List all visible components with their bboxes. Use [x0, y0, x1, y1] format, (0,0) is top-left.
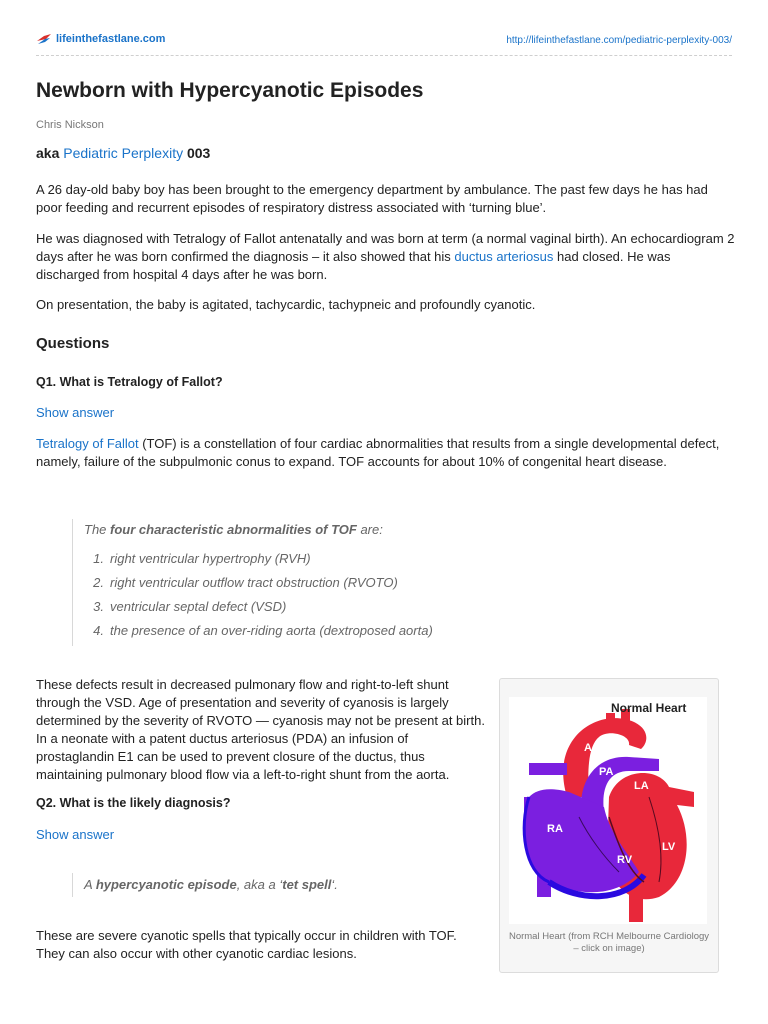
heart-title: Normal Heart: [611, 701, 687, 715]
site-logo-icon: [36, 33, 52, 45]
label-la: LA: [634, 780, 649, 792]
quote-e: ‘.: [331, 877, 338, 892]
site-name[interactable]: lifeinthefastlane.com: [56, 33, 166, 45]
page-header: [36, 32, 732, 54]
normal-heart-image[interactable]: [509, 697, 707, 924]
intro-paragraph-3: On presentation, the baby is agitated, tachycardic, tachypneic and profoundly cyanotic.: [36, 297, 536, 312]
list-item: 4. the presence of an over-riding aorta (dextroposed aorta): [93, 623, 433, 638]
tetralogy-of-fallot-link[interactable]: Tetralogy of Fallot: [36, 436, 139, 451]
quote-bold: four characteristic abnormalities of TOF: [110, 522, 357, 537]
q1-show-answer-link[interactable]: Show answer: [36, 405, 115, 420]
article-author: Chris Nickson: [36, 119, 104, 131]
label-rv: RV: [617, 854, 633, 866]
q1-question: Q1. What is Tetralogy of Fallot?: [36, 375, 223, 389]
site-link[interactable]: [36, 33, 165, 45]
label-lv: LV: [662, 841, 676, 853]
intro-p2-text-a: He was diagnosed with Tetralogy of Fallot antenatally and was born at term (a normal vaginal birth). An echocardiogram 2 days after he was born confirmed the diagnosis – it also showed that his: [36, 231, 735, 264]
q2-question: Q2. What is the likely diagnosis?: [36, 796, 231, 810]
article-title: Newborn with Hypercyanotic Episodes: [36, 79, 424, 102]
quote-intro: [84, 519, 433, 541]
quote-c: , aka a ‘: [236, 877, 283, 892]
quote-post: are:: [356, 522, 383, 537]
tof-abnormalities-list: [84, 547, 433, 643]
intro-p2-text-b: had closed. He was discharged from hospital 4 days after he was born.: [36, 249, 671, 282]
ductus-arteriosus-link[interactable]: ductus arteriosus: [454, 249, 554, 264]
q2-after-paragraph: These are severe cyanotic spells that typically occur in children with TOF. They can also occur with other cyanotic cardiac lesions.: [36, 928, 457, 961]
q1-answer-paragraph: [36, 435, 736, 471]
quote-d: tet spell: [282, 877, 332, 892]
list-item: 3. ventricular septal defect (VSD): [93, 599, 287, 614]
label-pa: PA: [599, 766, 614, 778]
aka-suffix: 003: [186, 145, 211, 161]
intro-paragraph-2: [36, 230, 736, 284]
pediatric-perplexity-link[interactable]: Pediatric Perplexity: [63, 145, 184, 161]
figure-caption: Normal Heart (from RCH Melbourne Cardiology – click on image): [508, 931, 710, 954]
heart-diagram: [509, 697, 707, 924]
q1-after-paragraph: These defects result in decreased pulmonary flow and right-to-left shunt through the VSD. Age of presentation and severity of cyanosis is largely determined by the severity of RVOTO — cyanosis may not be present at birth. In a neonate with a patent ductus arteriosus (PDA) an infusion of prostaglandin E1 can be used to prevent closure of the ductus, thus maintaining pulmonary blood flow via a left-to-right shunt from the aorta.: [36, 677, 485, 782]
quote-a: A: [84, 877, 96, 892]
aka-line: [36, 145, 210, 161]
label-ao: Ao: [584, 742, 599, 754]
page-url[interactable]: http://lifeinthefastlane.com/pediatric-perplexity-003/: [506, 35, 732, 46]
list-item: 1. right ventricular hypertrophy (RVH): [93, 551, 311, 566]
header-divider: [36, 55, 732, 56]
aka-prefix: aka: [36, 145, 60, 161]
label-ra: RA: [547, 823, 563, 835]
diagnosis-quote: [72, 873, 338, 897]
intro-paragraph-1: A 26 day-old baby boy has been brought to the emergency department by ambulance. The past few days he has had poor feeding and recurrent episodes of respiratory distress associated with ‘turning blue’.: [36, 182, 708, 215]
q2-show-answer-link[interactable]: Show answer: [36, 827, 115, 842]
quote-b: hypercyanotic episode: [95, 877, 237, 892]
normal-heart-figure: [499, 678, 719, 973]
list-item: 2. right ventricular outflow tract obstruction (RVOTO): [93, 575, 398, 590]
tof-abnormalities-quote: [72, 519, 433, 646]
q1-answer-text: (TOF) is a constellation of four cardiac abnormalities that results from a single developmental defect, namely, failure of the subpulmonic conus to expand. TOF accounts for about 10% of congenital heart disease.: [36, 436, 720, 469]
questions-heading: Questions: [36, 335, 110, 352]
quote-pre: The: [84, 522, 111, 537]
